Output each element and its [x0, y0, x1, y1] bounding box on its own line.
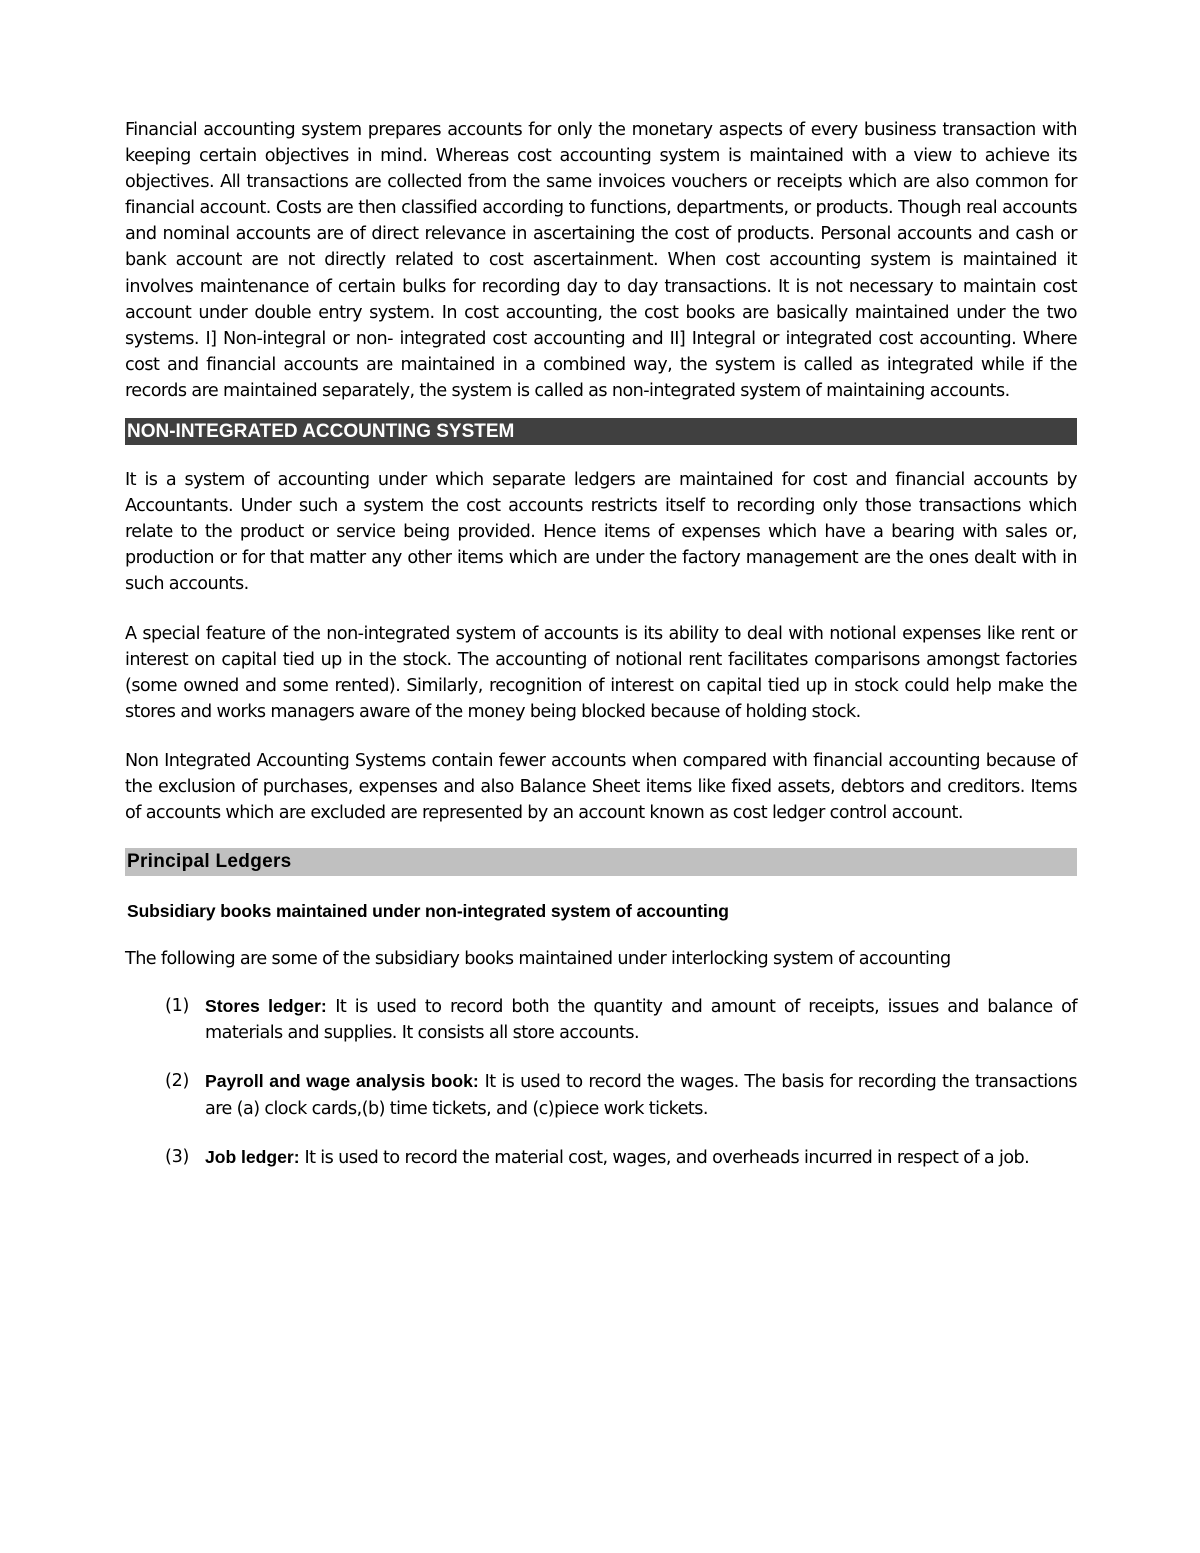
list-item: [125, 993, 1077, 1046]
section-heading-non-integrated: NON-INTEGRATED ACCOUNTING SYSTEM: [125, 418, 1077, 445]
list-item-body: [205, 993, 1077, 1046]
list-item-number: (1): [165, 996, 190, 1017]
list-item-text: It is used to record the material cost, wages, and overheads incurred in respect of a job.: [299, 1147, 1030, 1168]
list-item-number: (2): [165, 1071, 190, 1092]
subsidiary-books-subheading: Subsidiary books maintained under non-integrated system of accounting: [127, 901, 729, 922]
section-heading-principal-ledgers: Principal Ledgers: [125, 848, 1077, 876]
list-item: [125, 1144, 1077, 1171]
intro-paragraph: Financial accounting system prepares accounts for only the monetary aspects of every business transaction with keeping certain objectives in mind. Whereas cost accounting system is maintained with a view to achieve its objectives. All transactions are collected from the same invoices vouchers or receipts which are also common for financial account. Costs are then classified according to functions, departments, or products. Though real accounts and nominal accounts are of direct relevance in ascertaining the cost of products. Personal accounts and cash or bank account are not directly related to cost ascertainment. When cost accounting system is maintained it involves maintenance of certain bulks for recording day to day transactions. It is not necessary to maintain cost account under double entry system. In cost accounting, the cost books are basically maintained under the two systems. I] Non-integral or non- integrated cost accounting and II] Integral or integrated cost accounting. Where cost and financial accounts are maintained in a combined way, the system is called as integrated while if the records are maintained separately, the system is called as non-integrated system of maintaining accounts.: [125, 120, 1077, 401]
definition-paragraph: It is a system of accounting under which separate ledgers are maintained for cost and financial accounts by Accountants. Under such a system the cost accounts restricts itself to recording only those transactions which relate to the product or service being provided. Hence items of expenses which have a bearing with sales or, production or for that matter any other items which are under the factory management are the ones dealt with in such accounts.: [125, 470, 1077, 595]
list-item-term: Stores ledger:: [205, 996, 327, 1017]
list-item-body: [205, 1144, 1077, 1171]
document-page: [125, 117, 1077, 1193]
subsidiary-books-intro: The following are some of the subsidiary books maintained under interlocking system of accounting: [125, 949, 951, 970]
list-item-body: [205, 1068, 1077, 1121]
subsidiary-books-list: [125, 993, 1077, 1170]
list-item-number: (3): [165, 1146, 190, 1167]
fewer-accounts-paragraph: Non Integrated Accounting Systems contain fewer accounts when compared with financial accounting because of the exclusion of purchases, expenses and also Balance Sheet items like fixed assets, debtors and creditors. Items of accounts which are excluded are represented by an account known as cost ledger control account.: [125, 750, 1077, 824]
list-item-text: It is used to record the wages. The basis for recording the transactions are (a) clock cards,(b) time tickets, and (c)piece work tickets.: [205, 1072, 1077, 1119]
list-item-text: It is used to record both the quantity and amount of receipts, issues and balance of materials and supplies. It consists all store accounts.: [205, 997, 1077, 1044]
notional-expenses-paragraph: A special feature of the non-integrated system of accounts is its ability to deal with notional expenses like rent or interest on capital tied up in the stock. The accounting of notional rent facilitates comparisons amongst factories (some owned and some rented). Similarly, recognition of interest on capital tied up in stock could help make the stores and works managers aware of the money being blocked because of holding stock.: [125, 623, 1077, 722]
list-item-term: Payroll and wage analysis book:: [205, 1071, 479, 1092]
list-item-term: Job ledger:: [205, 1146, 300, 1167]
list-item: [125, 1068, 1077, 1121]
